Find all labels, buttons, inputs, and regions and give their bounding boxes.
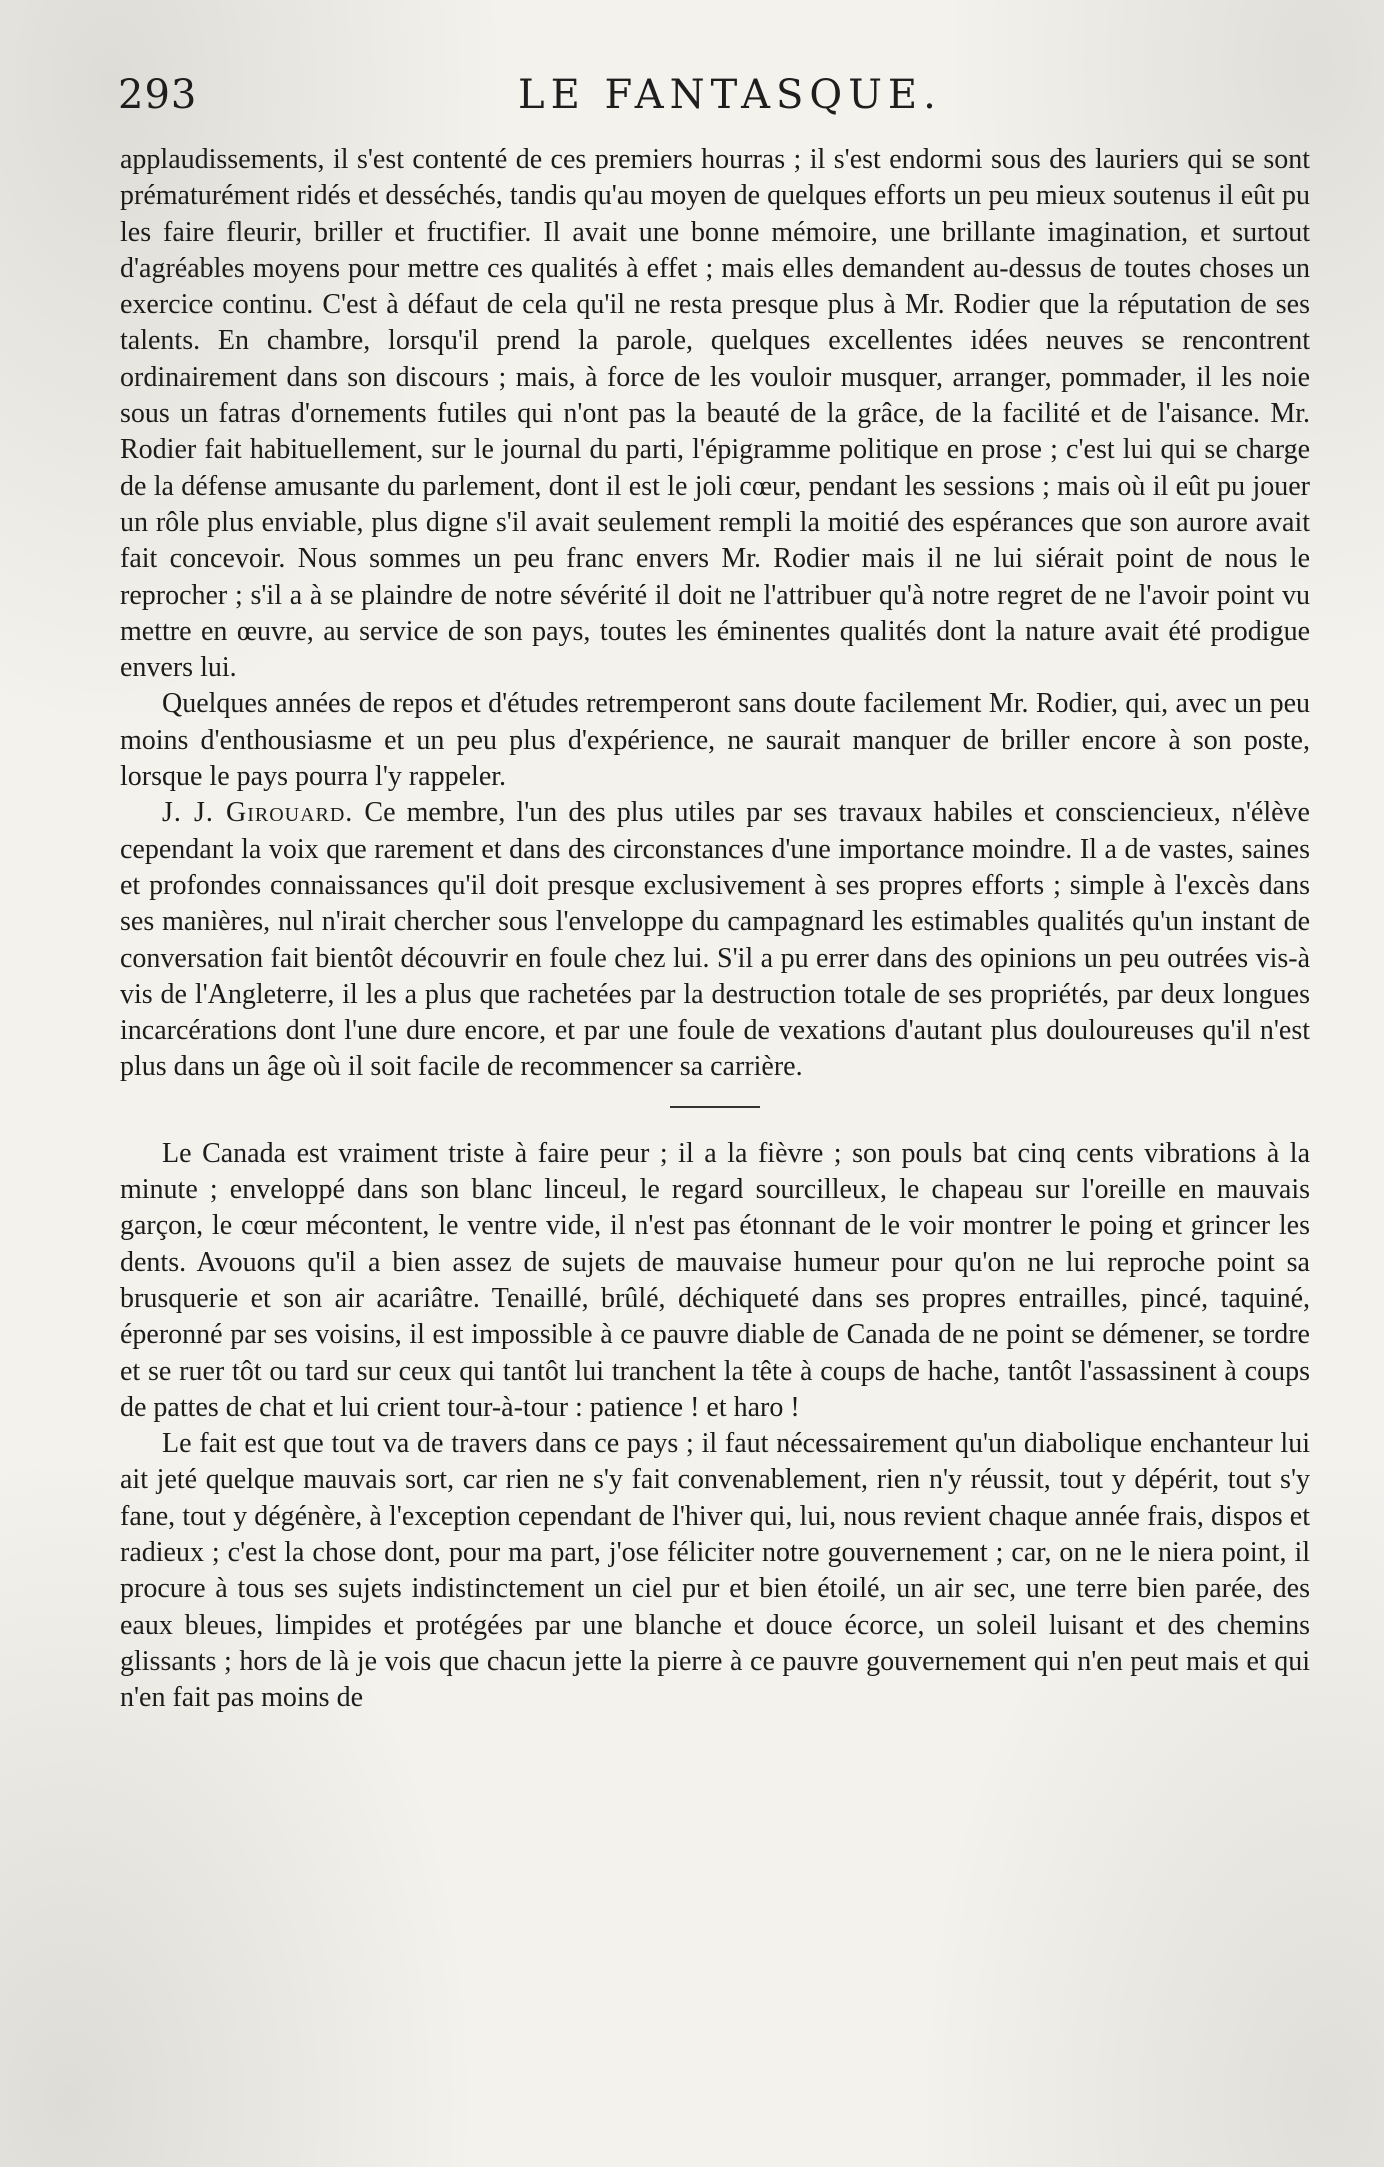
page-number: 293 bbox=[118, 72, 198, 118]
body-text bbox=[120, 142, 1310, 1716]
section-divider bbox=[670, 1106, 760, 1108]
paragraph: Le Canada est vraiment triste à faire peur ; il a la fièvre ; son pouls bat cinq cents vibrations à la minute ; enveloppé dans son blanc linceul, le regard sourcilleux, le chapeau sur l'oreille en mauvais garçon, le cœur mécontent, le ventre vide, il n'est pas étonnant de le voir montrer le poing et grincer les dents. Avouons qu'il a bien assez de sujets de mauvaise humeur pour qu'on ne lui reproche point sa brusquerie et son air acariâtre. Tenaillé, brûlé, déchiqueté dans ses propres entrailles, pincé, taquiné, éperonné par ses voisins, il est impossible à ce pauvre diable de Canada de ne point se démener, se tordre et se ruer tôt ou tard sur ceux qui tantôt lui tranchent la tête à coups de hache, tantôt l'assassinent à coups de pattes de chat et lui crient tour-à-tour : patience ! et haro ! bbox=[120, 1137, 1310, 1423]
paragraph: Le fait est que tout va de travers dans ce pays ; il faut nécessairement qu'un diabolique enchanteur lui ait jeté quelque mauvais sort, car rien ne s'y fait convenablement, rien n'y réussit, tout y dépérit, tout s'y fane, tout y dégénère, à l'exception cependant de l'hiver qui, lui, nous revient chaque année frais, dispos et radieux ; c'est la chose dont, pour ma part, j'ose féliciter notre gouvernement ; car, on ne le niera point, il procure à tous ses sujets indistinctement un ciel pur et bien étoilé, un air sec, une terre bien parée, des eaux bleues, limpides et protégées par une blanche et douce écorce, un soleil luisant et des chemins glissants ; hors de là je vois que chacun jette la pierre à ce pauvre gouvernement qui n'en peut mais et qui n'en fait pas moins de bbox=[120, 1428, 1310, 1714]
paragraph: Quelques années de repos et d'études retremperont sans doute facilement Mr. Rodier, qui, avec un peu moins d'enthousiasme et un peu plus d'expérience, ne saurait manquer de briller encore à son poste, lorsque le pays pourra l'y rappeler. bbox=[120, 688, 1310, 793]
paragraph bbox=[120, 795, 1310, 1085]
member-name: J. J. Girouard. bbox=[162, 797, 354, 829]
paragraph: applaudissements, il s'est contenté de ces premiers hourras ; il s'est endormi sous des lauriers qui se sont prématurément ridés et desséchés, tandis qu'au moyen de quelques efforts un peu mieux soutenus il eût pu les faire fleurir, briller et fructifier. Il avait une bonne mémoire, une brillante imagination, et surtout d'agréables moyens pour mettre ces qualités à effet ; mais elles demandent au-dessus de toutes choses un exercice continu. C'est à défaut de cela qu'il ne resta presque plus à Mr. Rodier que la réputation de ses talents. En chambre, lorsqu'il prend la parole, quelques excellentes idées neuves se rencontrent ordinairement dans son discours ; mais, à force de les vouloir musquer, arranger, pommader, il les noie sous un fatras d'ornements futiles qui n'ont pas la beauté de la grâce, de la facilité et de l'aisance. Mr. Rodier fait habituellement, sur le journal du parti, l'épigramme politique en prose ; c'est lui qui se charge de la défense amusante du parlement, dont il est le joli cœur, pendant les sessions ; mais où il eût pu jouer un rôle plus enviable, plus digne s'il avait seulement rempli la moitié des espérances que son aurore avait fait concevoir. Nous sommes un peu franc envers Mr. Rodier mais il ne lui siérait point de nous le reprocher ; s'il a à se plaindre de notre sévérité il doit ne l'attribuer qu'à notre regret de ne l'avoir point vu mettre en œuvre, au service de son pays, toutes les éminentes qualités dont la nature avait été prodigue envers lui. bbox=[120, 144, 1310, 684]
running-title: LE FANTASQUE. bbox=[518, 72, 942, 118]
paragraph-text: Ce membre, l'un des plus utiles par ses travaux habiles et consciencieux, n'élève cependant la voix que rarement et dans des circonstances d'une importance moindre. Il a de vastes, saines et profondes connaissances qu'il doit presque exclusivement à ses propres efforts ; simple à l'excès dans ses manières, nul n'irait chercher sous l'enveloppe du campagnard les estimables qualités qu'un instant de conversation fait bientôt découvrir en foule chez lui. S'il a pu errer dans des opinions un peu outrées vis-à vis de l'Angleterre, il les a plus que rachetées par la destruction totale de ses propriétés, par deux longues incarcérations dont l'une dure encore, et par une foule de vexations d'autant plus douloureuses qu'il n'est plus dans un âge où il soit facile de recommencer sa carrière. bbox=[120, 797, 1310, 1083]
page-header bbox=[118, 72, 1308, 120]
